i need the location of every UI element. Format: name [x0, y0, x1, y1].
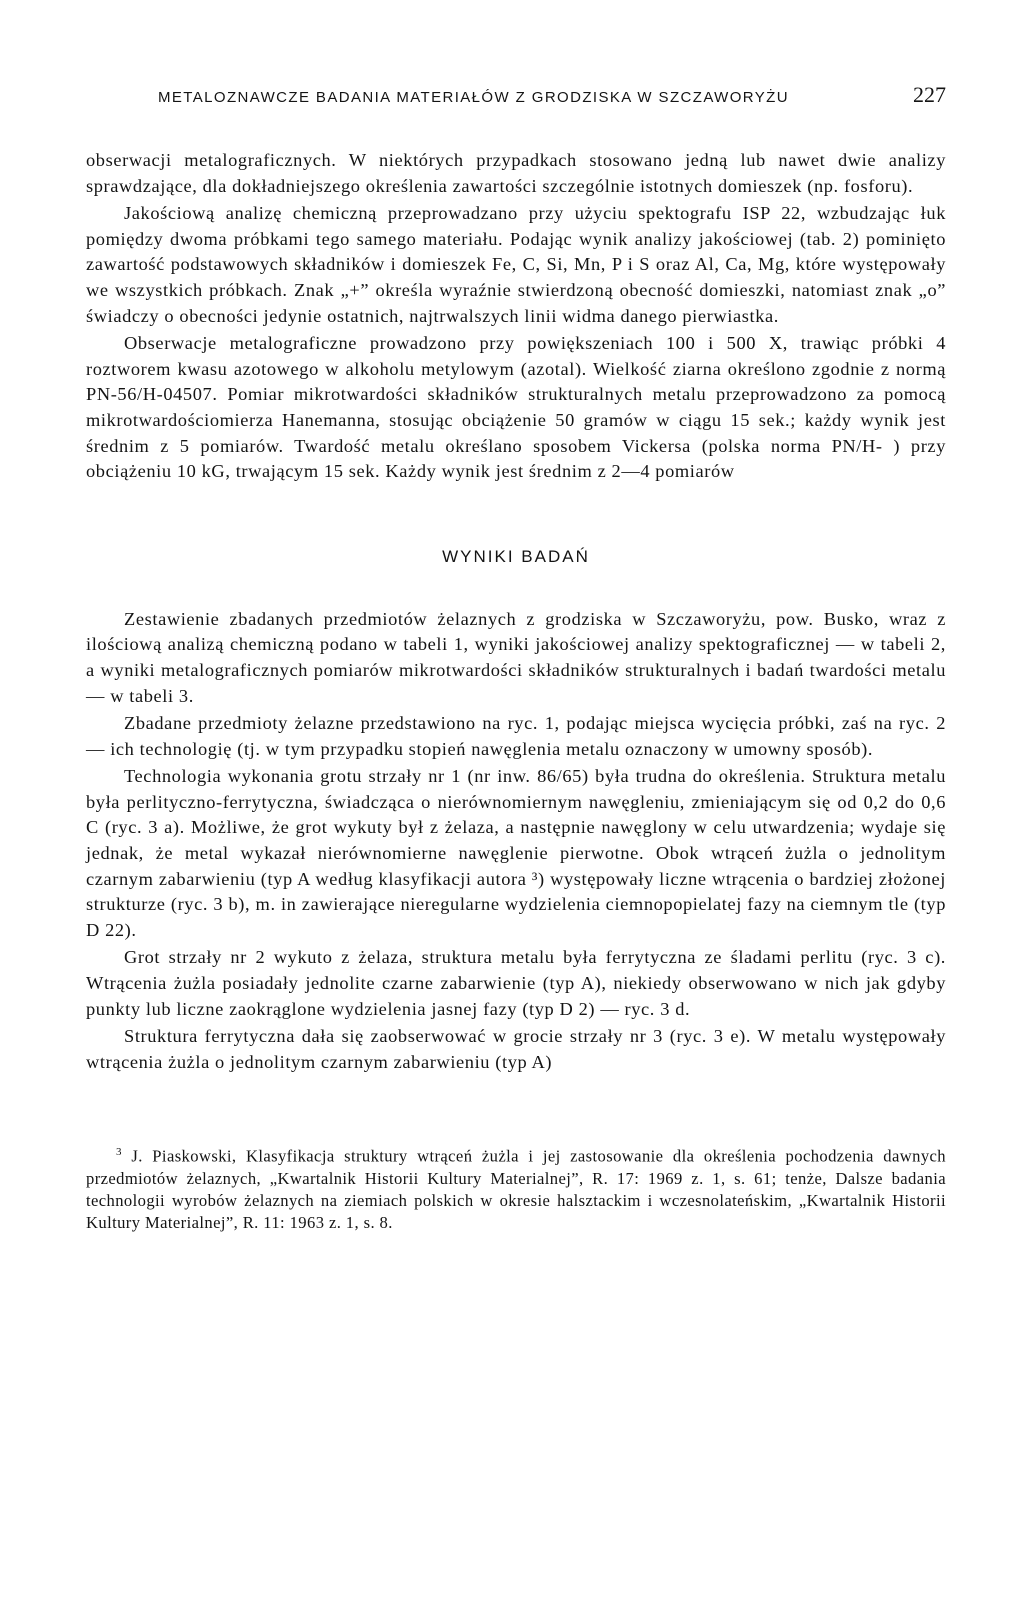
footnote	[86, 1141, 946, 1234]
paragraph: Zbadane przedmioty żelazne przedstawiono na ryc. 1, podając miejsca wycięcia próbki, zaś na ryc. 2 — ich technologię (tj. w tym przypadku stopień nawęglenia metalu oznaczony w umowny sposób).	[86, 713, 946, 759]
footnote-marker: 3	[116, 1146, 122, 1159]
paragraph: Technologia wykonania grotu strzały nr 1 (nr inw. 86/65) była trudna do określenia. Struktura metalu była perlityczno-ferrytyczna, świadcząca o nierównomiernym nawęgleniu, zmieniającym się od 0,2 do 0,6 C (ryc. 3 a). Możliwe, że grot wykuty był z żelaza, a następnie nawęglony w celu utwardzenia; wydaje się jednak, że metal wykazał nierównomierne nawęglenie pierwotne. Obok wtrąceń żużla o jednolitym czarnym zabarwieniu (typ A według klasyfikacji autora ³) występowały liczne wtrącenia o bardziej złożonej strukturze (ryc. 3 b), m. in zawierające nieregularne wydzielenia ciemnopopielatej fazy na ciemnym tle (typ D 22).	[86, 766, 946, 940]
page-header	[158, 82, 946, 108]
paragraph: Zestawienie zbadanych przedmiotów żelaznych z grodziska w Szczaworyżu, pow. Busko, wraz z ilościową analizą chemiczną podano w tabeli 1, wyniki jakościowej analizy spektograficznej — w tabeli 2, a wyniki metalograficznych pomiarów mikrotwardości składników strukturalnych i badań twardości metalu — w tabeli 3.	[86, 608, 946, 706]
document-page	[86, 82, 946, 1234]
footnotes	[86, 1141, 946, 1234]
paragraph: obserwacji metalograficznych. W niektórych przypadkach stosowano jedną lub nawet dwie analizy sprawdzające, dla dokładniejszego określenia zawartości szczególnie istotnych domieszek (np. fosforu).	[86, 150, 946, 196]
page-number: 227	[913, 82, 946, 107]
paragraph: Struktura ferrytyczna dała się zaobserwować w grocie strzały nr 3 (ryc. 3 e). W metalu występowały wtrącenia żużla o jednolitym czarnym zabarwieniu (typ A)	[86, 1026, 946, 1072]
paragraph: Jakościową analizę chemiczną przeprowadzano przy użyciu spektografu ISP 22, wzbudzając łuk pomiędzy dwoma próbkami tego samego materiału. Podając wynik analizy jakościowej (tab. 2) pominięto zawartość podstawowych składników i domieszek Fe, C, Si, Mn, P i S oraz Al, Ca, Mg, które występowały we wszystkich próbkach. Znak „+” określa wyraźnie stwierdzoną obecność domieszki, natomiast znak „o” świadczy o obecności jedynie ostatnich, najtrwalszych linii widma danego pierwiastka.	[86, 203, 946, 326]
section-heading: WYNIKI BADAŃ	[442, 546, 590, 566]
footnote-text: J. Piaskowski, Klasyfikacja struktury wtrąceń żużla i jej zastosowanie dla określenia pochodzenia dawnych przedmiotów żelaznych, „Kwartalnik Historii Kultury Materialnej”, R. 17: 1969 z. 1, s. 61; tenże, Dalsze badania technologii wyrobów żelaznych na ziemiach polskich w okresie halsztackim i wczesnolateńskim, „Kwartalnik Historii Kultury Materialnej”, R. 11: 1963 z. 1, s. 8.	[86, 1146, 946, 1232]
paragraph: Obserwacje metalograficzne prowadzono przy powiększeniach 100 i 500 X, trawiąc próbki 4 roztworem kwasu azotowego w alkoholu metylowym (azotal). Wielkość ziarna określono zgodnie z normą PN-56/H-04507. Pomiar mikrotwardości składników strukturalnych metalu przeprowadzono za pomocą mikrotwardościomierza Hanemanna, stosując obciążenie 50 gramów w ciągu 15 sek.; każdy wynik jest średnim z 5 pomiarów. Twardość metalu określano sposobem Vickersa (polska norma PN/H- ) przy obciążeniu 10 kG, trwającym 15 sek. Każdy wynik jest średnim z 2—4 pomiarów	[86, 333, 946, 482]
paragraph: Grot strzały nr 2 wykuto z żelaza, struktura metalu była ferrytyczna ze śladami perlitu (ryc. 3 c). Wtrącenia żużla posiadały jednolite czarne zabarwienie (typ A), niekiedy obserwowano w nich jak gdyby punkty lub liczne zaokrąglone wydzielenia jasnej fazy (typ D 2) — ryc. 3 d.	[86, 947, 946, 1019]
running-head: METALOZNAWCZE BADANIA MATERIAŁÓW Z GRODZISKA W SZCZAWORYŻU	[158, 89, 789, 106]
